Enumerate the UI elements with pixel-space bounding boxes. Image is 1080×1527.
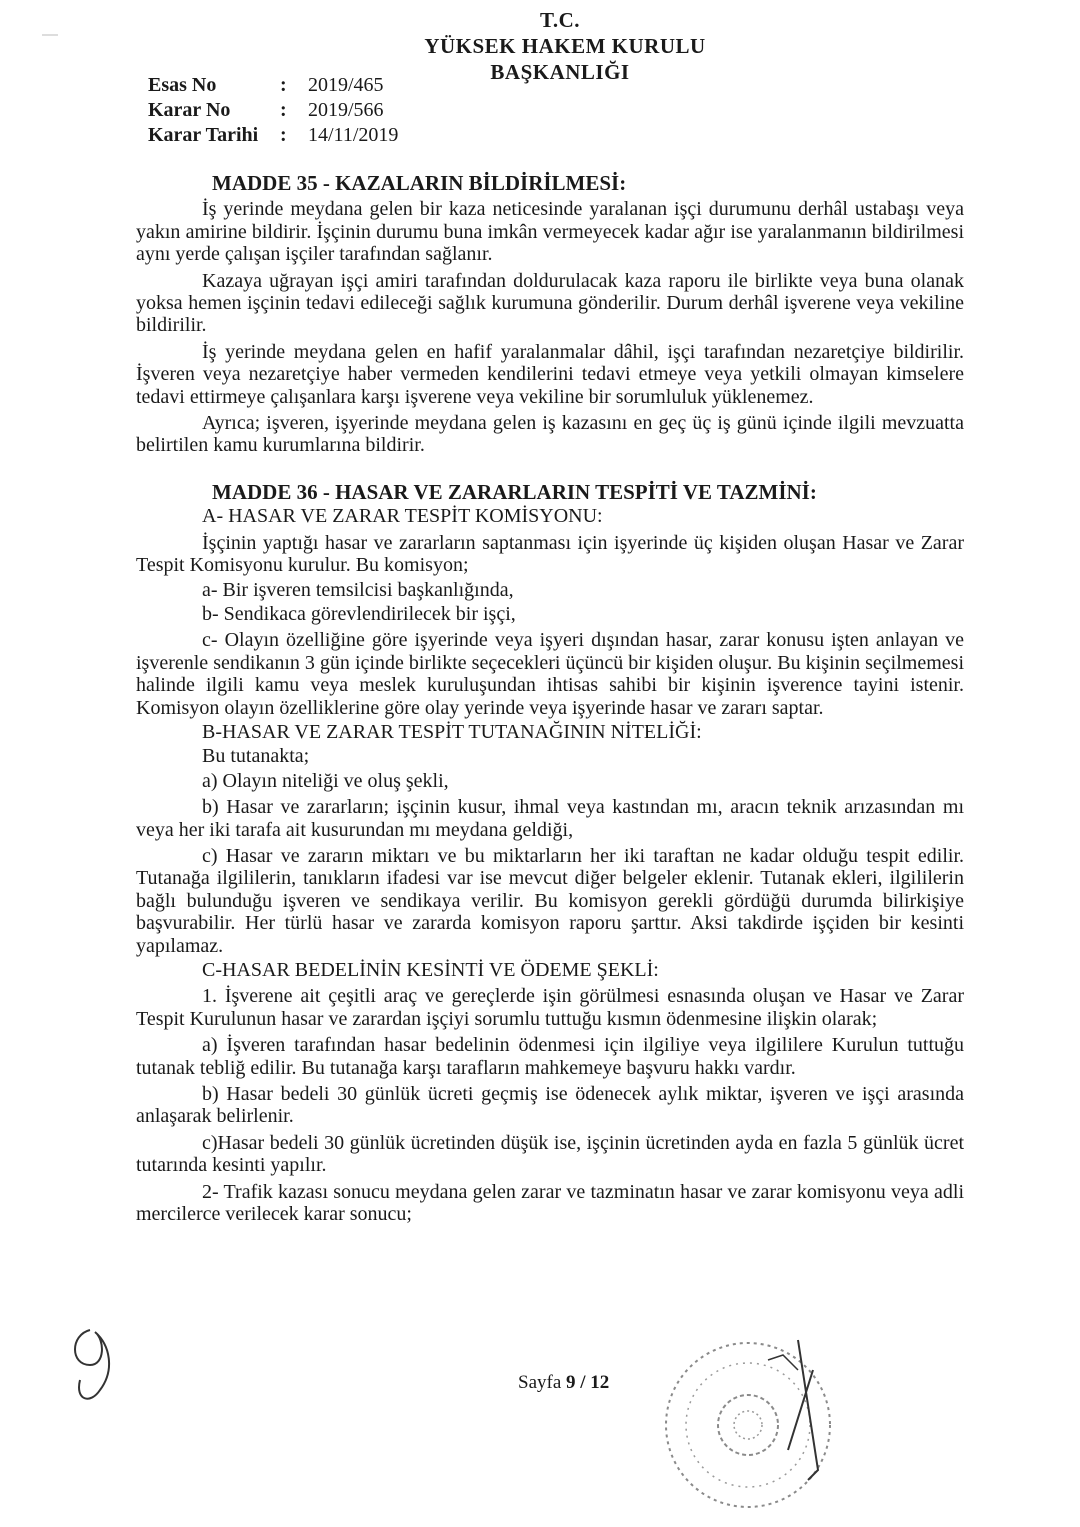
section-b-item: b) Hasar ve zararların; işçinin kusur, ihmal veya kastından mı, aracın teknik arızasından mı veya her iki tarafa ait kusurundan mı meydana geldiği,: [136, 796, 964, 841]
article-35-paragraph: Kazaya uğrayan işçi amiri tarafından doldurulacak kaza raporu ile birlikte veya buna olanak yoksa hemen işçinin tedavi edileceği sağlık kurumuna gönderilir. Durum derhâl işverene veya vekiline bildirilir.: [136, 269, 964, 337]
document-body: [136, 172, 964, 1225]
tarih-label: Karar Tarihi: [148, 124, 259, 146]
karar-row: [148, 98, 398, 123]
esas-label: Esas No: [148, 74, 217, 96]
section-c-item: 1. İşverene ait çeşitli araç ve gereçlerde işin görülmesi esnasında oluşan ve Hasar ve Zarar Tespit Kurulunun hasar ve zarardan işçiyi sorumlu tuttuğu kısmın ödenmesine ilişkin olarak;: [136, 985, 964, 1030]
scan-mark-icon: [40, 30, 60, 40]
section-b-title: B-HASAR VE ZARAR TESPİT TUTANAĞININ NİTELİĞİ:: [202, 720, 702, 743]
case-info: [148, 73, 398, 148]
colon: :: [280, 124, 287, 146]
karar-value: 2019/566: [308, 99, 384, 121]
karar-label: Karar No: [148, 99, 231, 121]
article-36-title: MADDE 36 - HASAR VE ZARARLARIN TESPİTİ VE TAZMİNİ:: [212, 479, 817, 504]
section-a-paragraph: İşçinin yaptığı hasar ve zararların saptanması için işyerinde üç kişiden oluşan Hasar ve Zarar Tespit Komisyonu kurulur. Bu komisyon;: [136, 531, 964, 577]
article-35-paragraph: İş yerinde meydana gelen en hafif yaralanmalar dâhil, işçi tarafından nezaretçiye bildirilir. İşveren veya nezaretçiye haber vermeden kendilerini tedavi etmeye veya yetkili olmayan kimselere tedavi ettirmeye çalışanlara karşı işverene veya vekiline bir sorumluluk yüklenemez.: [136, 340, 964, 408]
section-a-title: A- HASAR VE ZARAR TESPİT KOMİSYONU:: [202, 505, 603, 528]
section-c-title: C-HASAR BEDELİNİN KESİNTİ VE ÖDEME ŞEKLİ:: [202, 959, 659, 981]
article-35-paragraph: İş yerinde meydana gelen bir kaza neticesinde yaralanan işçi durumunu derhâl ustabaşı veya yakın amirine bildirir. İşçinin durumu buna imkân vermeyecek kadar ağır ise yaralanmanın bildirilmesi aynı yerde çalışan işçiler tarafından sağlanır.: [136, 198, 964, 266]
official-stamp-icon: [648, 1330, 848, 1520]
section-b-item: c) Hasar ve zararın miktarı ve bu miktarların her iki taraftan ne kadar olduğu tespit edilir. Tutanağa ilgililerin, tanıkların ifadesi var ise mevcut diğer belgeler eklenir. Tutanak ekleri, ilgililerin bağlı bulunduğu işveren ve sendikaya verilir. Bu komisyon gerekli gördüğü durumda bilirkişiye başvurabilir. Her türlü hasar ve zararda komisyon raporu şarttır. Aksi takdirde işçiden bir kesinti yapılamaz.: [136, 844, 964, 957]
esas-value: 2019/465: [308, 74, 384, 96]
section-c-item: b) Hasar bedeli 30 günlük ücreti geçmiş ise ödenecek aylık miktar, işveren ve işçi arasında anlaşarak belirlenir.: [136, 1083, 964, 1128]
article-35-title: MADDE 35 - KAZALARIN BİLDİRİLMESİ:: [212, 171, 627, 195]
header-presidency: BAŞKANLIĞI: [490, 60, 630, 84]
page-number: [518, 1372, 609, 1394]
tarih-value: 14/11/2019: [308, 124, 399, 146]
section-a-item: c- Olayın özelliğine göre işyerinde veya işyeri dışından hasar, zarar konusu işten anlayan ve işverenle sendikanın 3 gün içinde birlikte seçecekleri üçüncü bir kişiden oluşur. Bu kişinin seçilmemesi halinde ilgili kamu veya meslek kuruluşundan ihtisas sahibi bir kişinin işverence tayini istenir. Komisyon olayın özelliklerine göre olay yerinde veya işyerinde hasar ve zararı saptar.: [136, 629, 964, 719]
section-c-item: c)Hasar bedeli 30 günlük ücretinden düşük ise, işçinin ücretinden ayda en fazla 5 günlük ücret tutarında kesinti yapılır.: [136, 1131, 964, 1177]
section-a-item: b- Sendikaca görevlendirilecek bir işçi,: [202, 602, 516, 625]
page-value: 9 / 12: [566, 1372, 610, 1393]
section-b-item: a) Olayın niteliği ve oluş şekli,: [202, 769, 449, 792]
header-institution: YÜKSEK HAKEM KURULU: [424, 34, 706, 58]
esas-row: [148, 73, 398, 98]
section-b-intro: Bu tutanakta;: [202, 745, 310, 768]
header-tc: T.C.: [539, 8, 581, 32]
page-prefix: Sayfa: [518, 1372, 562, 1393]
article-35-paragraph: Ayrıca; işveren, işyerinde meydana gelen iş kazasını en geç üç iş günü içinde ilgili mevzuatta belirtilen kamu kurumlarına bildirir.: [136, 412, 964, 457]
section-c-item: a) İşveren tarafından hasar bedelinin ödenmesi için ilgiliye veya ilgililere Kurulun tuttuğu tutanak tebliğ edilir. Bu tutanağa karşı tarafların mahkemeye başvuru hakkı vardır.: [136, 1034, 964, 1079]
section-c-item: 2- Trafik kazası sonucu meydana gelen zarar ve tazminatın hasar ve zarar komisyonu veya adli mercilerce verilecek karar sonucu;: [136, 1180, 964, 1226]
handwritten-initial-icon: [60, 1310, 150, 1420]
section-a-item: a- Bir işveren temsilcisi başkanlığında,: [202, 578, 514, 601]
tarih-row: [148, 123, 398, 148]
colon: :: [280, 99, 287, 121]
colon: :: [280, 74, 287, 96]
